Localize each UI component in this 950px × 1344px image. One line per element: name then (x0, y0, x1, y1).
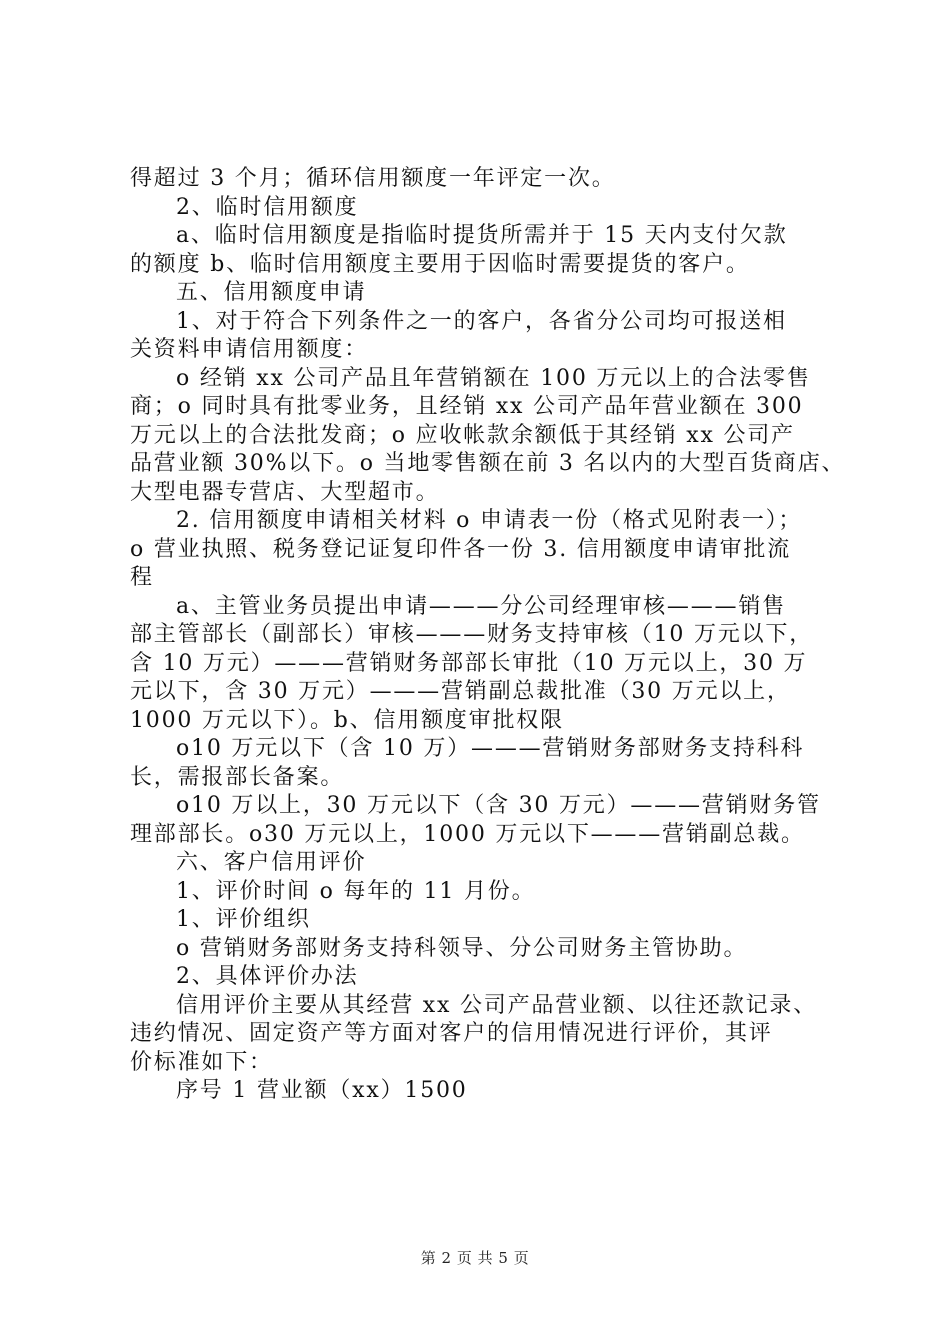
text-line: o 营销财务部财务支持科领导、分公司财务主管协助。 (176, 935, 748, 961)
text-line: 价标准如下： (130, 1049, 273, 1075)
text-line: a、临时信用额度是指临时提货所需并于 15 天内支付欠款 (176, 223, 788, 248)
text-line: a、主管业务员提出申请———分公司经理审核———销售 (176, 593, 786, 619)
text-line: 元以下，含 30 万元）———营销副总裁批准（30 万元以上， (130, 679, 791, 704)
text-line: o10 万元以下（含 10 万）———营销财务部财务支持科科 (176, 736, 805, 761)
text-line: 含 10 万元）———营销财务部部长审批（10 万元以上，30 万 (130, 650, 808, 676)
text-line: 品营业额 30%以下。o 当地零售额在前 3 名以内的大型百货商店、 (130, 451, 846, 476)
text-line: o 营业执照、税务登记证复印件各一份 3. 信用额度申请审批流 (130, 536, 792, 562)
text-line: 理部部长。o30 万元以上，1000 万元以下———营销副总裁。 (130, 821, 805, 847)
text-line: 程 (130, 565, 154, 590)
text-line: 的额度 b、临时信用额度主要用于因临时需要提货的客户。 (130, 251, 750, 277)
text-line: 长，需报部长备案。 (130, 764, 345, 790)
text-line: 序号 1 营业额（xx）1500 (176, 1078, 468, 1103)
text-line: 大型电器专营店、大型超市。 (130, 479, 440, 505)
text-line: o 经销 xx 公司产品且年营销额在 100 万元以上的合法零售 (176, 365, 811, 391)
text-line: 六、客户信用评价 (176, 850, 367, 875)
text-line: o10 万以上，30 万元以下（含 30 万元）———营销财务管 (176, 793, 821, 818)
text-line: 部主管部长（副部长）审核———财务支持审核（10 万元以下， (130, 622, 813, 647)
text-line: 商；o 同时具有批零业务，且经销 xx 公司产品年营业额在 300 (130, 394, 804, 419)
page-footer: 第 2 页 共 5 页 (420, 1249, 530, 1267)
text-line: 2、具体评价办法 (176, 964, 359, 989)
text-line: 得超过 3 个月；循环信用额度一年评定一次。 (130, 166, 616, 191)
text-line: 信用评价主要从其经营 xx 公司产品营业额、以往还款记录、 (176, 992, 818, 1018)
text-line: 五、信用额度申请 (176, 280, 367, 305)
text-line: 2、临时信用额度 (176, 194, 359, 220)
text-line: 2. 信用额度申请相关材料 o 申请表一份（格式见附表一）； (176, 508, 803, 533)
text-line: 1000 万元以下）。b、信用额度审批权限 (130, 707, 564, 733)
document-body (130, 165, 846, 1106)
text-line: 1、对于符合下列条件之一的客户，各省分公司均可报送相 (176, 308, 787, 334)
text-line: 违约情况、固定资产等方面对客户的信用情况进行评价，其评 (130, 1021, 773, 1046)
text-line: 1、评价组织 (176, 907, 311, 932)
text-line: 万元以上的合法批发商；o 应收帐款余额低于其经销 xx 公司产 (130, 422, 795, 448)
text-line: 关资料申请信用额度： (130, 337, 369, 362)
text-line: 1、评价时间 o 每年的 11 月份。 (176, 878, 536, 904)
